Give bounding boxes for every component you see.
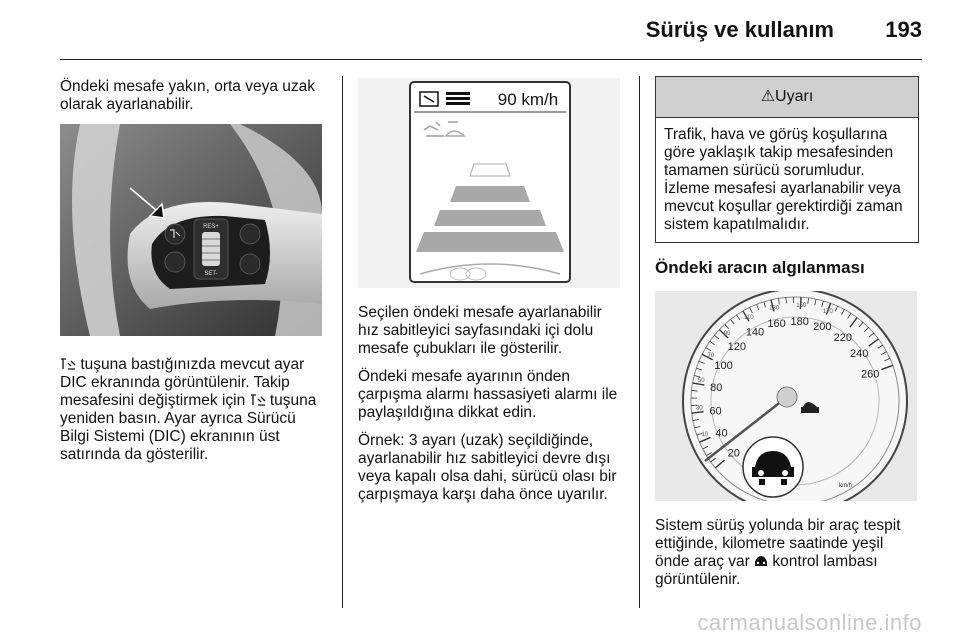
column-divider-1 — [342, 76, 343, 608]
speedo-outer-label: 30 — [695, 405, 703, 412]
speedo-outer-label: 10 — [701, 431, 709, 438]
warning-header — [656, 77, 918, 118]
speedo-label: 60 — [709, 405, 722, 418]
speedo-outer-label: 50 — [697, 378, 705, 385]
header-rule — [60, 59, 922, 60]
speedo-label: 120 — [727, 341, 746, 354]
col3-text-b: kontrol lambası görüntülenir. — [655, 553, 878, 588]
speedo-label: 220 — [833, 331, 852, 344]
speedo-outer-label: 110 — [744, 314, 754, 321]
steering-wheel-figure — [60, 124, 322, 336]
speedo-label: 200 — [813, 320, 832, 333]
speedo-label: 100 — [714, 360, 733, 373]
speedo-outer-label: 70 — [707, 352, 715, 359]
speedometer-illustration — [655, 291, 917, 501]
speedometer-figure — [655, 291, 917, 501]
col2-paragraph-1: Seçilen öndeki mesafe ayarlanabilir hız sabitleyici sayfasındaki içi dolu mesafe çubukları ile gösterilir. — [358, 304, 602, 357]
warning-title: Uyarı — [775, 88, 814, 105]
page-number: 193 — [885, 17, 922, 42]
column-1 — [60, 78, 328, 474]
display-speed: 90 km/h — [497, 90, 559, 109]
column-3 — [655, 78, 921, 599]
col3-description — [655, 517, 921, 589]
speedo-label: 240 — [849, 348, 869, 361]
speedo-outer-label: 170 — [822, 308, 833, 315]
speedo-tick — [786, 297, 787, 303]
col2-paragraph-3: Örnek: 3 ayarı (uzak) seçildiğinde, ayarlanabilir hız sabitleyici devre dışı veya kapalı olsa dahi, sürücü olası bir çarpışmaya karşı daha önce uyarılır. — [358, 432, 617, 503]
speedo-label: 160 — [767, 318, 786, 331]
page-header — [60, 0, 922, 56]
dic-display-illustration — [358, 78, 620, 288]
set-label: SET- — [204, 271, 218, 277]
speedo-label: 140 — [745, 326, 765, 339]
watermark: carmanualsonline.info — [697, 610, 922, 635]
speedo-outer-label: 150 — [796, 303, 807, 310]
warning-icon: ⚠ — [760, 88, 776, 105]
col3-text-a: Sistem sürüş yolunda bir araç tespit ettiğinde, kilometre saatinde yeşil önde araç var — [655, 517, 901, 570]
col1-text-a: tuşuna bastığınızda mevcut ayar DIC ekranında görüntülenir. Takip mesafesini değiştirmek için — [60, 356, 305, 409]
speedo-label: 40 — [715, 427, 728, 440]
dic-display-figure — [358, 78, 620, 288]
steering-wheel-illustration — [60, 124, 322, 336]
speedo-label: 260 — [860, 368, 880, 381]
speedo-unit: km/h — [839, 483, 853, 489]
res-label: RES+ — [203, 224, 219, 230]
distance-bars-icon — [446, 92, 470, 105]
warning-box — [655, 76, 919, 243]
column-2 — [358, 78, 626, 514]
col2-paragraph-2: Öndeki mesafe ayarının önden çarpışma alarmı hassasiyeti alarmı ile paylaşıldığına dikkat edin. — [358, 368, 618, 421]
follow-distance-icon-inline — [250, 393, 266, 407]
speedo-label: 180 — [790, 316, 809, 329]
distance-bar-4 — [416, 232, 564, 252]
warning-text: Trafik, hava ve görüş koşullarına göre yaklaşık takip mesafesinden tamamen sürücü sorumludur. İzleme mesafesi ayarlanabilir veya mevcut koşullar gerektirdiği zaman sistem kapatılmalıdır. — [664, 126, 903, 233]
column-divider-2 — [639, 76, 640, 608]
col1-text-b: tuşuna yeniden basın. Ayar ayrıca Sürücü Bilgi Sistemi (DIC) ekranının üst satırında da gösterilir. — [60, 392, 317, 463]
speedo-label: 20 — [727, 447, 740, 460]
speedo-label: 80 — [710, 382, 723, 395]
section-heading: Öndeki aracın algılanması — [655, 258, 865, 277]
col1-description — [60, 356, 328, 464]
speedo-outer-label: 130 — [769, 305, 780, 312]
speedo-outer-label: 90 — [723, 331, 731, 338]
car-ahead-inline-icon — [754, 556, 768, 568]
intro-paragraph: Öndeki mesafe yakın, orta veya uzak olarak ayarlanabilir. — [60, 78, 316, 113]
follow-distance-icon — [60, 357, 76, 371]
distance-bar-2 — [450, 186, 530, 202]
page-title: Sürüş ve kullanım — [645, 17, 834, 42]
distance-bar-3 — [434, 210, 546, 226]
